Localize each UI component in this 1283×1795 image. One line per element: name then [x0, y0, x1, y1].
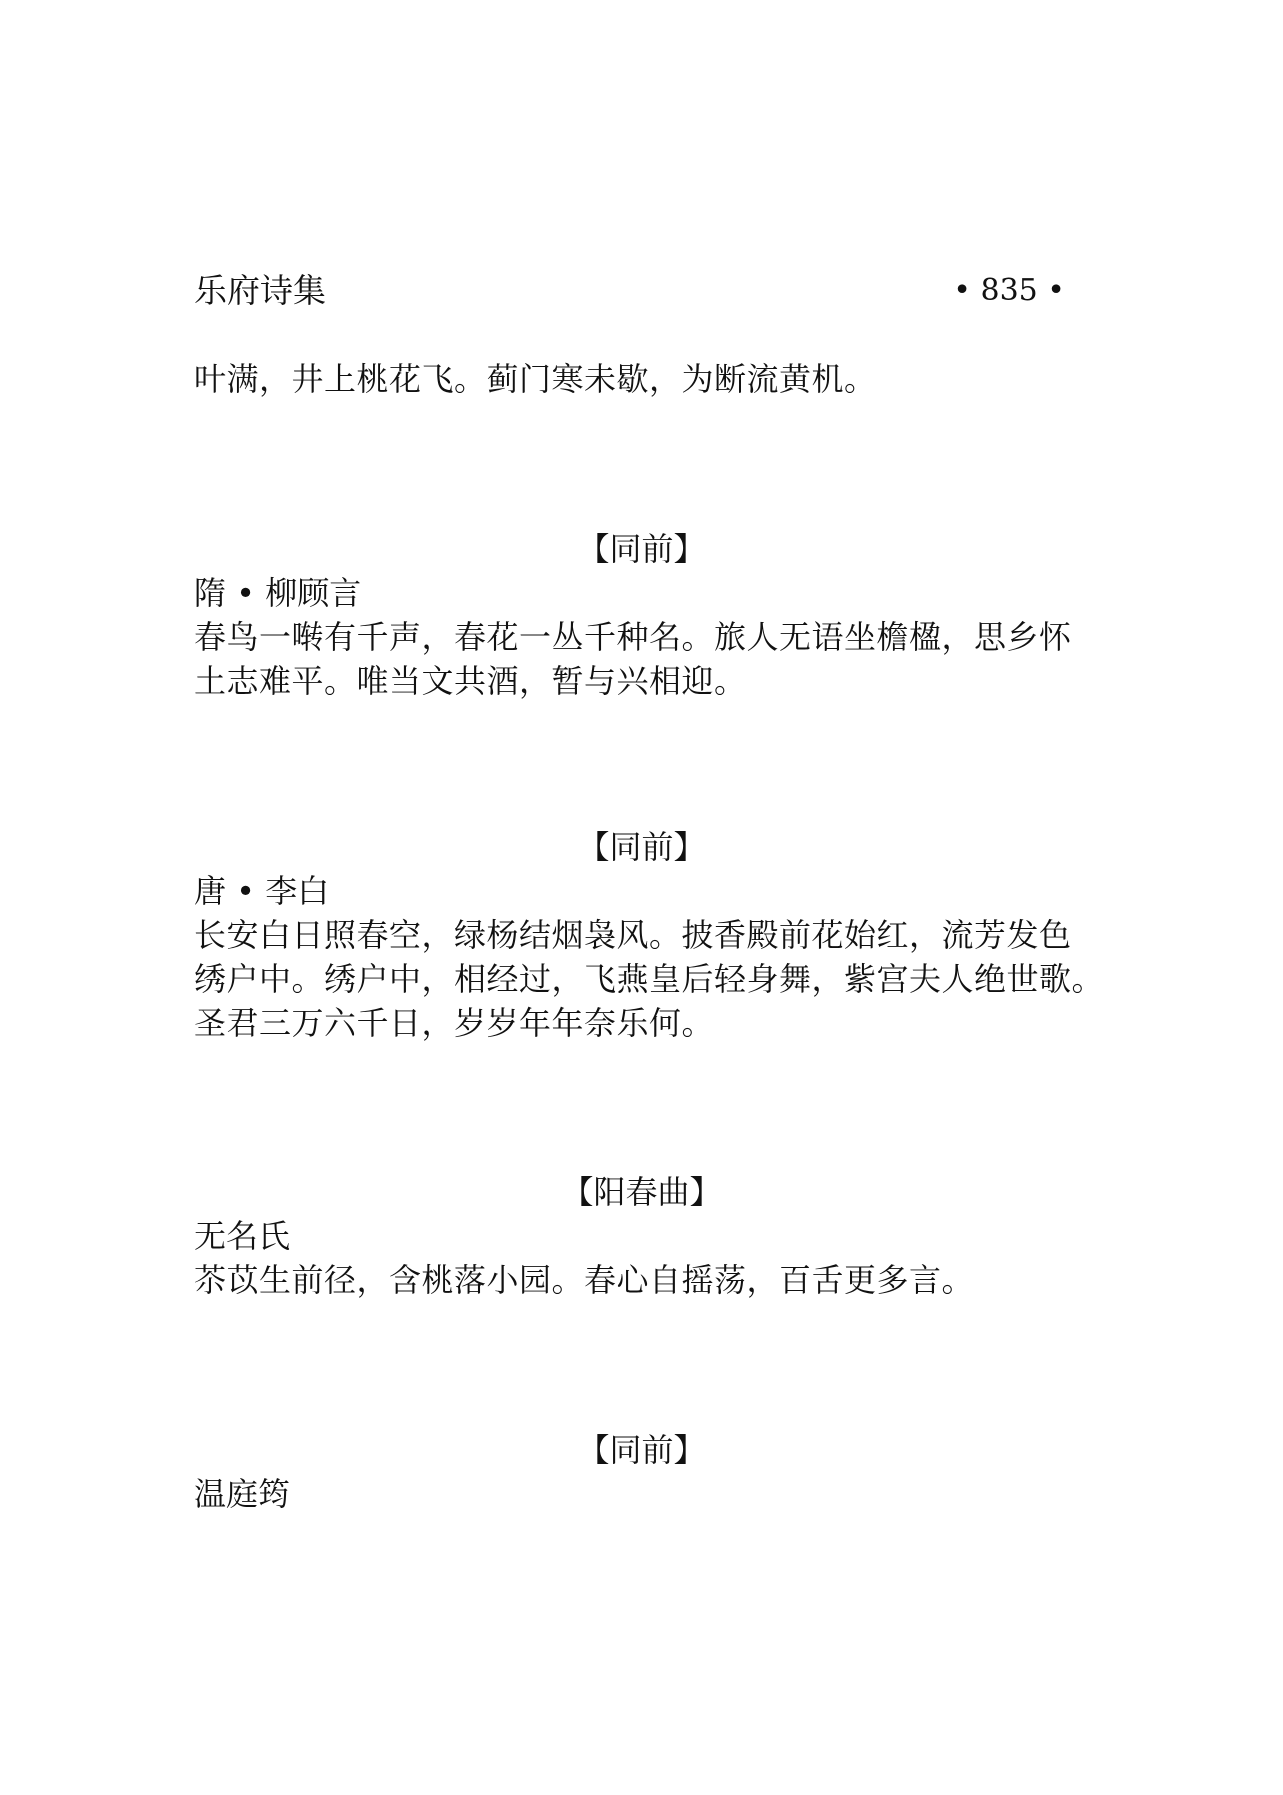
poem-title: 【阳春曲】 [561, 1173, 722, 1211]
poem-author: 隋 • 柳顾言 [194, 574, 362, 612]
page-number: • 835 • [953, 273, 1065, 308]
poem-title: 【同前】 [577, 530, 706, 568]
poem-author: 无名氏 [194, 1217, 291, 1255]
poem-line: 绣户中。绣户中，相经过，飞燕皇后轻身舞，紫宫夫人绝世歌。 [194, 960, 1105, 998]
continuation-line: 叶满，井上桃花飞。蓟门寒未歇，为断流黄机。 [194, 360, 877, 398]
poem-line: 长安白日照春空，绿杨结烟袅风。披香殿前花始红，流芳发色 [194, 916, 1072, 954]
poem-title: 【同前】 [577, 828, 706, 866]
poem-line: 苶苡生前径，含桃落小园。春心自摇荡，百舌更多言。 [194, 1261, 975, 1299]
poem-line: 圣君三万六千日，岁岁年年奈乐何。 [194, 1004, 715, 1042]
poem-author: 温庭筠 [194, 1475, 291, 1513]
poem-line: 土志难平。唯当文共酒，暂与兴相迎。 [194, 662, 747, 700]
running-title: 乐府诗集 [194, 271, 326, 310]
poem-line: 春鸟一啭有千声，春花一丛千种名。旅人无语坐檐楹，思乡怀 [194, 618, 1072, 656]
poem-author: 唐 • 李白 [194, 872, 330, 910]
poem-title: 【同前】 [577, 1431, 706, 1469]
